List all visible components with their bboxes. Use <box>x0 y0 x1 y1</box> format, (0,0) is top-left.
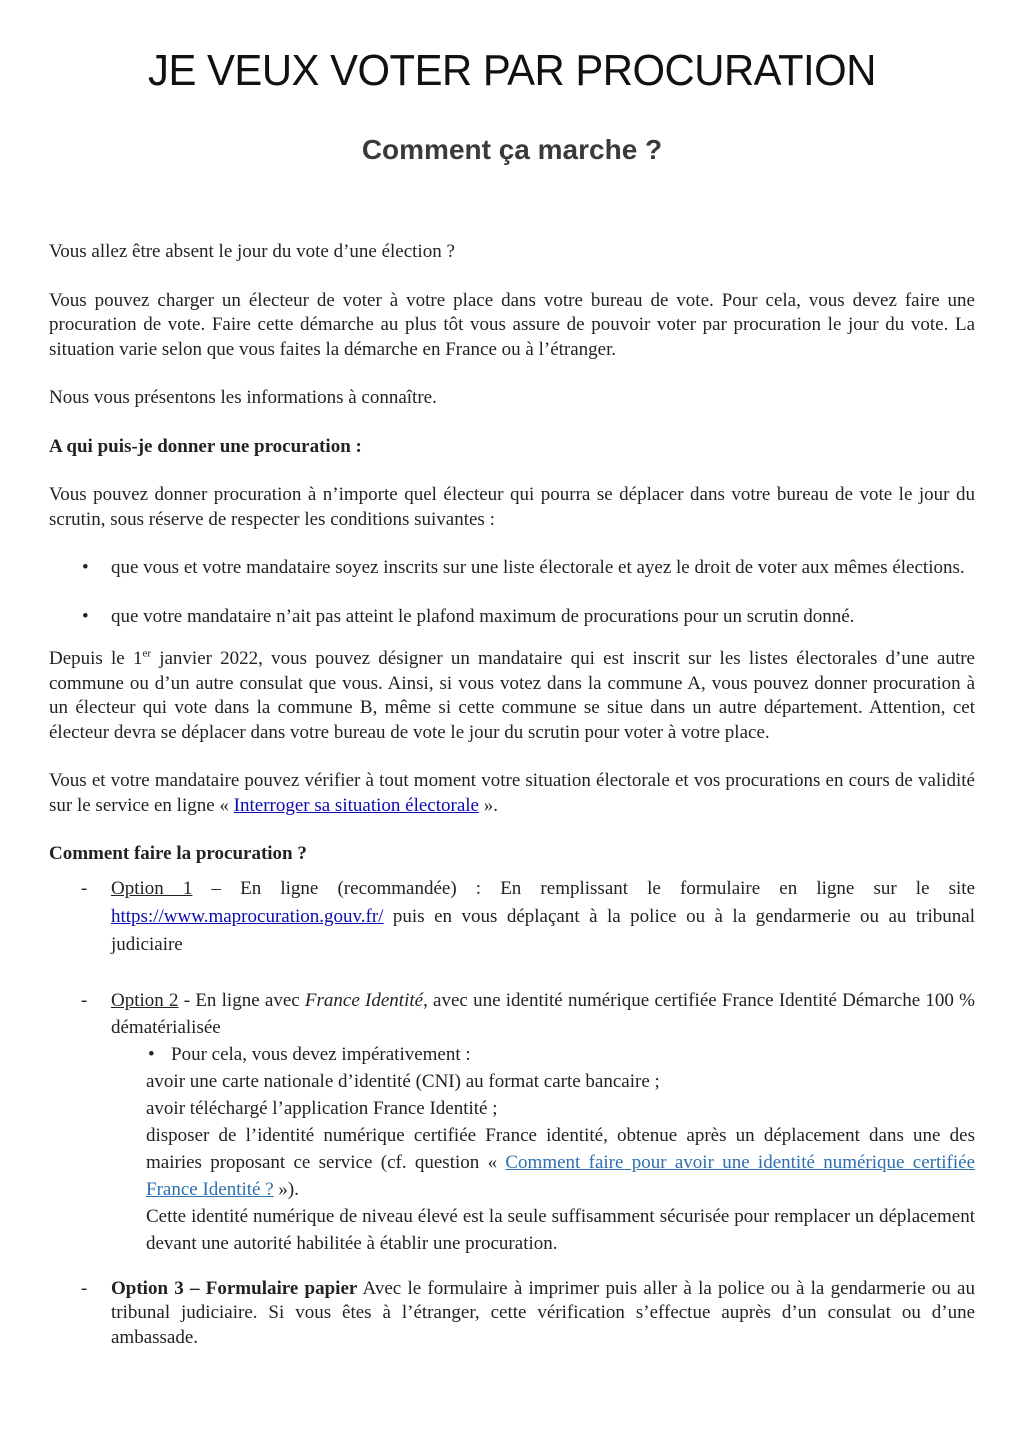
intro-presentation: Nous vous présentons les informations à connaître. <box>49 387 437 408</box>
who-paragraph: Vous pouvez donner procuration à n’importe quel électeur qui pourra se déplacer dans votre bureau de vote le jour du scrutin, sous réserve de respecter les conditions suivantes : <box>49 484 975 530</box>
option-1: - Option 1 – En ligne (recommandée) : En remplissant le formulaire en ligne sur le site https://www.maprocuration.gouv.fr/ puis en vous déplaçant à la police ou à la gendarmerie ou au tribunal judiciaire <box>49 875 975 959</box>
intro-question: Vous allez être absent le jour du vote d’une élection ? <box>49 241 455 262</box>
intro-paragraph: Vous pouvez charger un électeur de voter à votre place dans votre bureau de vote. Pour cela, vous devez faire une procuration de vote. Faire cette démarche au plus tôt vous assure de pouvoir voter par procuration le jour du vote. La situation varie selon que vous faites la démarche en France ou à l’étranger. <box>49 289 975 360</box>
condition-item: • que votre mandataire n’ait pas atteint le plafond maximum de procurations pour un scrutin donné. <box>49 605 975 630</box>
france-identite-faq-link[interactable]: Comment faire pour avoir une identité numérique certifiée France Identité ? <box>146 1151 975 1200</box>
bullet-icon: • <box>82 557 89 578</box>
verify-paragraph: Vous et votre mandataire pouvez vérifier à tout moment votre situation électorale et vos procurations en cours de validité sur le service en ligne « Interroger sa situation électorale ». <box>49 770 975 816</box>
document-body <box>49 240 975 1350</box>
dash-bullet-icon: - <box>81 989 88 1011</box>
section-heading-who: A qui puis-je donner une procuration : <box>49 435 362 457</box>
option-2: - Option 2 - En ligne avec France Identité, avec une identité numérique certifiée France Identité Démarche 100 % dématérialisée • Pour cela, vous devez impérativement : avoir une carte nationale d’identité (CNI) au format carte bancaire ; avoir téléchargé l’application France Identité ; disposer de l’identité numérique certifiée France identité, obtenue après un déplacement dans une des mairies proposant ce service (cf. question « Comment faire pour avoir une identité numérique certifiée France Identité ? »). Cette identité numérique de niveau élevé est la seule suffisamment sécurisée pour remplacer un déplacement devant une autorité habilitée à établir une procuration. <box>49 987 975 1257</box>
since-2022-paragraph: Depuis le 1er janvier 2022, vous pouvez désigner un mandataire qui est inscrit sur les listes électorales d’une autre commune ou d’un autre consulat que vous. Ainsi, si vous votez dans la commune A, vous pouvez donner procuration à un électeur qui vote dans la commune B, même si cette commune se situe dans un autre département. Attention, cet électeur devra se déplacer dans votre bureau de vote le jour du scrutin pour voter à votre place. <box>49 647 975 743</box>
condition-item: • que vous et votre mandataire soyez inscrits sur une liste électorale et ayez le droit de voter aux mêmes élections. <box>49 556 975 581</box>
bullet-icon: • <box>148 1043 155 1065</box>
section-heading-how: Comment faire la procuration ? <box>49 843 307 864</box>
identity-closing-note: Cette identité numérique de niveau élevé est la seule suffisamment sécurisée pour remplacer un déplacement devant une autorité habilitée à établir une procuration. <box>146 1205 975 1254</box>
interroger-situation-link[interactable]: Interroger sa situation électorale <box>233 794 479 816</box>
page-subtitle: Comment ça marche ? <box>361 134 663 165</box>
requirement-app: avoir téléchargé l’application France Identité ; <box>146 1097 498 1119</box>
option-2-details <box>111 1041 975 1257</box>
option-3: - Option 3 – Formulaire papier Avec le formulaire à imprimer puis aller à la police ou à la gendarmerie ou au tribunal judiciaire. Si vous êtes à l’étranger, cette vérification s’effectue auprès d’un consulat ou d’une ambassade. <box>81 1277 975 1348</box>
requirement-intro: • Pour cela, vous devez impérativement : <box>146 1041 975 1068</box>
dash-bullet-icon: - <box>81 877 88 899</box>
bullet-icon: • <box>82 605 89 627</box>
conditions-list <box>49 556 975 629</box>
requirement-identity: disposer de l’identité numérique certifiée France identité, obtenue après un déplacement dans une des mairies proposant ce service (cf. question « Comment faire pour avoir une identité numérique certifiée France Identité ? »). <box>146 1124 975 1200</box>
page-title: JE VEUX VOTER PAR PROCURATION <box>148 46 876 95</box>
requirement-cni: avoir une carte nationale d’identité (CNI) au format carte bancaire ; <box>146 1070 660 1092</box>
maprocuration-link[interactable]: https://www.maprocuration.gouv.fr/ <box>111 905 384 927</box>
dash-bullet-icon: - <box>81 1277 88 1299</box>
